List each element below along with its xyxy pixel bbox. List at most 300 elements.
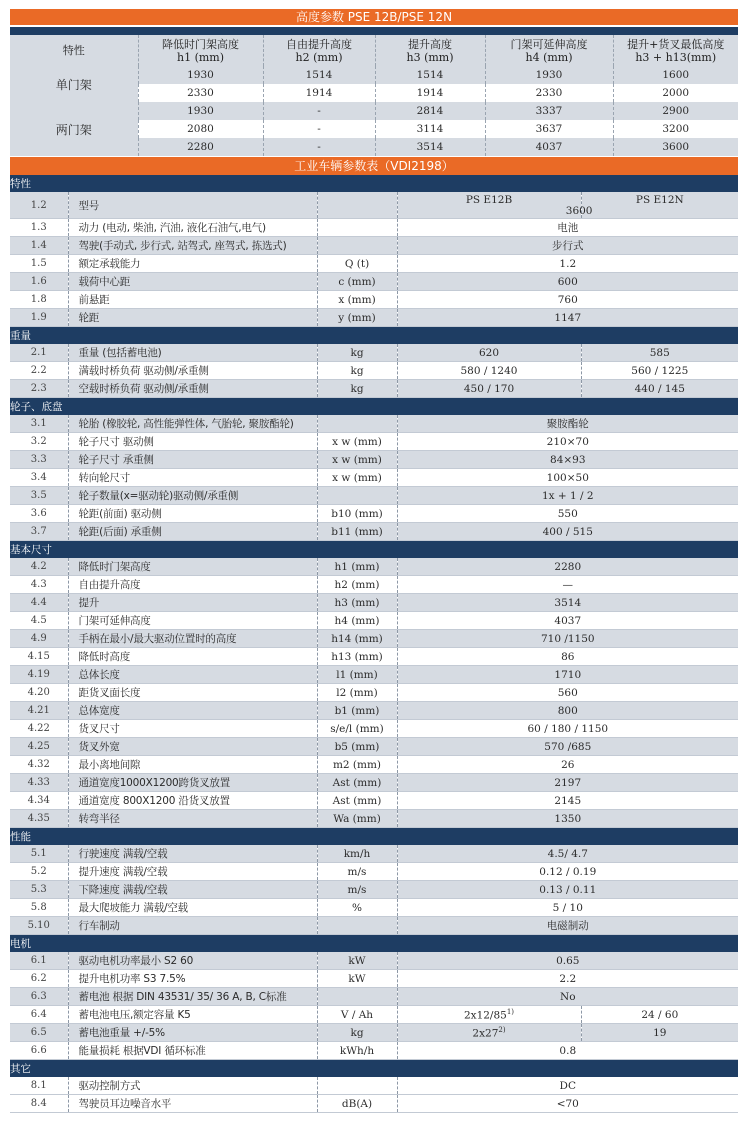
column-header-label: 提升+货叉最低高度 xyxy=(627,37,725,51)
spec-unit: kg xyxy=(317,1024,397,1042)
spec-name: 通道宽度1000X1200跨货叉放置 xyxy=(68,774,317,792)
spec-number: 6.5 xyxy=(10,1024,68,1042)
spec-name: 轮距 xyxy=(68,309,317,327)
spec-value: 84×93 xyxy=(397,451,738,469)
spec-unit: % xyxy=(317,899,397,917)
spec-name: 门架可延伸高度 xyxy=(68,612,317,630)
section-header-row xyxy=(10,1060,738,1078)
spec-row xyxy=(10,344,738,362)
spec-row xyxy=(10,666,738,684)
spec-value: 5 / 10 xyxy=(397,899,738,917)
spec-name: 前悬距 xyxy=(68,291,317,309)
spec-number: 3.5 xyxy=(10,487,68,505)
spec-name: 最大爬坡能力 满载/空载 xyxy=(68,899,317,917)
spec-unit: km/h xyxy=(317,845,397,863)
spec-number: 6.2 xyxy=(10,970,68,988)
value-text: PS E12B xyxy=(465,194,513,206)
spec-value-ps-e12b xyxy=(397,380,581,398)
spec-row xyxy=(10,291,738,309)
spec-name: 下降速度 满载/空载 xyxy=(68,881,317,899)
column-header-unit: h4 (mm) xyxy=(525,50,573,64)
spec-unit: b5 (mm) xyxy=(317,738,397,756)
spec-unit: h1 (mm) xyxy=(317,558,397,576)
table-cell: 1930 xyxy=(138,66,263,84)
spec-name: 总体长度 xyxy=(68,666,317,684)
section-header-row xyxy=(10,828,738,846)
spec-name: 通道宽度 800X1200 沿货叉放置 xyxy=(68,792,317,810)
spec-name: 自由提升高度 xyxy=(68,576,317,594)
spec-number: 4.21 xyxy=(10,702,68,720)
spec-number: 4.15 xyxy=(10,648,68,666)
column-header-label: 提升高度 xyxy=(408,37,452,51)
spec-number: 4.19 xyxy=(10,666,68,684)
spec-name: 提升 xyxy=(68,594,317,612)
spec-row xyxy=(10,219,738,237)
spec-number: 5.2 xyxy=(10,863,68,881)
spec-row xyxy=(10,1077,738,1095)
section-title: 性能 xyxy=(10,828,738,846)
spec-number: 1.4 xyxy=(10,237,68,255)
spec-value: 26 xyxy=(397,756,738,774)
section-header-row xyxy=(10,327,738,345)
section-title: 特性 xyxy=(10,175,738,192)
spec-number: 4.25 xyxy=(10,738,68,756)
spec-value: 100×50 xyxy=(397,469,738,487)
model-extra-value: 3600 xyxy=(565,205,593,217)
spec-number: 5.1 xyxy=(10,845,68,863)
section-title: 电机 xyxy=(10,935,738,953)
table-cell: 4037 xyxy=(485,138,613,156)
spec-value: 550 xyxy=(397,505,738,523)
spec-number: 4.20 xyxy=(10,684,68,702)
spec-row xyxy=(10,970,738,988)
spec-name: 载荷中心距 xyxy=(68,273,317,291)
spec-name: 降低时高度 xyxy=(68,648,317,666)
spec-unit: kg xyxy=(317,380,397,398)
spec-unit: m/s xyxy=(317,863,397,881)
spec-sheet xyxy=(10,9,738,1113)
footnote-ref: 1) xyxy=(506,1007,515,1016)
table-row xyxy=(10,66,738,84)
spec-unit: x w (mm) xyxy=(317,433,397,451)
spec-number: 2.2 xyxy=(10,362,68,380)
spec-number: 4.9 xyxy=(10,630,68,648)
spec-value: 760 xyxy=(397,291,738,309)
column-header xyxy=(263,35,375,66)
spec-value: 1x + 1 / 2 xyxy=(397,487,738,505)
spec-number: 8.1 xyxy=(10,1077,68,1095)
spec-number: 5.8 xyxy=(10,899,68,917)
spec-value: 60 / 180 / 1150 xyxy=(397,720,738,738)
spec-value: 0.8 xyxy=(397,1042,738,1060)
spec-value: 710 /1150 xyxy=(397,630,738,648)
column-header xyxy=(138,35,263,66)
spec-name: 空载时桥负荷 驱动侧/承重侧 xyxy=(68,380,317,398)
spec-value: 1147 xyxy=(397,309,738,327)
section-title: 基本尺寸 xyxy=(10,541,738,559)
spec-unit xyxy=(317,237,397,255)
spec-name: 降低时门架高度 xyxy=(68,558,317,576)
section-header-row xyxy=(10,935,738,953)
spec-value: 560 xyxy=(397,684,738,702)
spec-unit: Wa (mm) xyxy=(317,810,397,828)
spec-row xyxy=(10,469,738,487)
spec-row xyxy=(10,630,738,648)
spec-unit xyxy=(317,988,397,1006)
spec-number: 3.1 xyxy=(10,415,68,433)
spec-value: 2145 xyxy=(397,792,738,810)
table-cell: 3114 xyxy=(375,120,485,138)
spec-unit xyxy=(317,487,397,505)
spec-number: 1.5 xyxy=(10,255,68,273)
spec-unit xyxy=(317,415,397,433)
spec-name: 动力 (电动, 柴油, 汽油, 液化石油气,电气) xyxy=(68,219,317,237)
spec-unit: x w (mm) xyxy=(317,451,397,469)
spec-name: 最小离地间隙 xyxy=(68,756,317,774)
spec-row xyxy=(10,863,738,881)
spec-row xyxy=(10,362,738,380)
table-cell: 1600 xyxy=(613,66,738,84)
spec-name: 货叉尺寸 xyxy=(68,720,317,738)
spec-name: 驱动控制方式 xyxy=(68,1077,317,1095)
spec-row xyxy=(10,1095,738,1113)
section-header-row xyxy=(10,398,738,416)
spec-unit: dB(A) xyxy=(317,1095,397,1113)
spec-unit: h2 (mm) xyxy=(317,576,397,594)
spec-unit: h14 (mm) xyxy=(317,630,397,648)
spec-row xyxy=(10,720,738,738)
table-cell: 1930 xyxy=(485,66,613,84)
spec-number: 1.8 xyxy=(10,291,68,309)
table-cell: - xyxy=(263,138,375,156)
table-cell: 3337 xyxy=(485,102,613,120)
table-cell: 2280 xyxy=(138,138,263,156)
spec-unit: kW xyxy=(317,970,397,988)
spec-row xyxy=(10,255,738,273)
spec-row xyxy=(10,810,738,828)
spec-value-ps-e12n: 560 / 1225 xyxy=(581,362,738,380)
spec-value: 570 /685 xyxy=(397,738,738,756)
spec-number: 4.3 xyxy=(10,576,68,594)
table-cell: 2330 xyxy=(138,84,263,102)
spec-unit: c (mm) xyxy=(317,273,397,291)
spec-row xyxy=(10,576,738,594)
table-row xyxy=(10,102,738,120)
spec-row xyxy=(10,433,738,451)
spec-value: 2280 xyxy=(397,558,738,576)
spec-number: 3.2 xyxy=(10,433,68,451)
spec-row xyxy=(10,380,738,398)
spec-row xyxy=(10,684,738,702)
section-title: 其它 xyxy=(10,1060,738,1078)
spec-number: 4.5 xyxy=(10,612,68,630)
section-header-row xyxy=(10,541,738,559)
column-header-unit: h2 (mm) xyxy=(295,50,343,64)
spec-value-ps-e12n: 19 xyxy=(581,1024,738,1042)
spec-name: 手柄在最小/最大驱动位置时的高度 xyxy=(68,630,317,648)
spec-unit: kWh/h xyxy=(317,1042,397,1060)
height-params-title: 高度参数 PSE 12B/PSE 12N xyxy=(10,9,738,25)
spec-row xyxy=(10,845,738,863)
spec-value: DC xyxy=(397,1077,738,1095)
spec-name: 轮子尺寸 驱动侧 xyxy=(68,433,317,451)
spec-number: 5.3 xyxy=(10,881,68,899)
spec-name: 提升速度 满载/空载 xyxy=(68,863,317,881)
spec-unit: kg xyxy=(317,362,397,380)
spec-row xyxy=(10,774,738,792)
spec-name: 驾驶员耳边噪音水平 xyxy=(68,1095,317,1113)
spec-name: 轮距(前面) 驱动侧 xyxy=(68,505,317,523)
table-cell: 3637 xyxy=(485,120,613,138)
spec-value: 800 xyxy=(397,702,738,720)
spec-unit: x w (mm) xyxy=(317,469,397,487)
spec-value-ps-e12b xyxy=(397,344,581,362)
spec-row xyxy=(10,487,738,505)
spec-number: 6.1 xyxy=(10,952,68,970)
table-cell: 2080 xyxy=(138,120,263,138)
column-header xyxy=(375,35,485,66)
table-cell: 1514 xyxy=(375,66,485,84)
value-text: 2x27 xyxy=(472,1027,499,1040)
spec-unit: s/e/l (mm) xyxy=(317,720,397,738)
spec-unit: l2 (mm) xyxy=(317,684,397,702)
spec-unit xyxy=(317,219,397,237)
column-header xyxy=(10,35,138,66)
spec-unit: b11 (mm) xyxy=(317,523,397,541)
spec-value: 0.12 / 0.19 xyxy=(397,863,738,881)
spec-name: 蓄电池电压,额定容量 K5 xyxy=(68,1006,317,1024)
spec-row xyxy=(10,792,738,810)
footnote-ref: 2) xyxy=(498,1025,506,1034)
spec-value-ps-e12n: PS E12N xyxy=(581,192,738,219)
spec-name: 转向轮尺寸 xyxy=(68,469,317,487)
table-cell: 1914 xyxy=(263,84,375,102)
spec-number: 6.4 xyxy=(10,1006,68,1024)
spec-number: 3.6 xyxy=(10,505,68,523)
spec-name: 轮距(后面) 承重侧 xyxy=(68,523,317,541)
value-text: 450 / 170 xyxy=(463,382,515,395)
spec-number: 4.33 xyxy=(10,774,68,792)
spec-unit: h13 (mm) xyxy=(317,648,397,666)
spec-row xyxy=(10,451,738,469)
spec-name: 轮胎 (橡胶轮, 高性能弹性体, 气胎轮, 聚胺酯轮) xyxy=(68,415,317,433)
spec-row xyxy=(10,1024,738,1042)
table-cell: 2330 xyxy=(485,84,613,102)
table-cell: - xyxy=(263,120,375,138)
spec-name: 行驶速度 满载/空载 xyxy=(68,845,317,863)
column-header-label: 自由提升高度 xyxy=(286,37,352,51)
table-cell: 2814 xyxy=(375,102,485,120)
spec-value: No xyxy=(397,988,738,1006)
spec-unit: kg xyxy=(317,344,397,362)
spec-value: 4.5/ 4.7 xyxy=(397,845,738,863)
column-header-label: 门架可延伸高度 xyxy=(510,37,588,51)
spec-name: 驱动电机功率最小 S2 60 xyxy=(68,952,317,970)
spec-value: 2197 xyxy=(397,774,738,792)
spec-value: 电磁制动 xyxy=(397,917,738,935)
spec-row xyxy=(10,988,738,1006)
table-cell: 1930 xyxy=(138,102,263,120)
table-cell: - xyxy=(263,102,375,120)
spec-unit: Q (t) xyxy=(317,255,397,273)
column-header-label: 降低时门架高度 xyxy=(162,37,239,51)
spec-name: 转弯半径 xyxy=(68,810,317,828)
table-cell: 3514 xyxy=(375,138,485,156)
spec-row xyxy=(10,558,738,576)
spec-row xyxy=(10,309,738,327)
spec-name: 总体宽度 xyxy=(68,702,317,720)
spec-name: 型号 xyxy=(68,192,317,219)
spec-value: 86 xyxy=(397,648,738,666)
section-title: 重量 xyxy=(10,327,738,345)
spec-row xyxy=(10,917,738,935)
value-text: 2x12/85 xyxy=(463,1009,507,1022)
spec-value-ps-e12n: 24 / 60 xyxy=(581,1006,738,1024)
spec-name: 蓄电池 根据 DIN 43531/ 35/ 36 A, B, C标准 xyxy=(68,988,317,1006)
spec-number: 4.34 xyxy=(10,792,68,810)
spec-value: 3514 xyxy=(397,594,738,612)
spec-row xyxy=(10,702,738,720)
spec-number: 1.9 xyxy=(10,309,68,327)
spec-number: 3.3 xyxy=(10,451,68,469)
value-text: 620 xyxy=(478,346,500,359)
spec-row xyxy=(10,237,738,255)
spec-row xyxy=(10,523,738,541)
spec-row xyxy=(10,738,738,756)
spec-value: 0.65 xyxy=(397,952,738,970)
spec-name: 行车制动 xyxy=(68,917,317,935)
spec-unit: V / Ah xyxy=(317,1006,397,1024)
column-header xyxy=(613,35,738,66)
spec-name: 重量 (包括蓄电池) xyxy=(68,344,317,362)
spec-value: 1710 xyxy=(397,666,738,684)
spec-name: 轮子数量(x=驱动轮)驱动侧/承重侧 xyxy=(68,487,317,505)
spec-row xyxy=(10,881,738,899)
spec-unit: b1 (mm) xyxy=(317,702,397,720)
spec-table-title: 工业车辆参数表（VDI2198） xyxy=(10,157,738,175)
spec-unit: Ast (mm) xyxy=(317,792,397,810)
spec-value-ps-e12b xyxy=(397,362,581,380)
value-text: 580 / 1240 xyxy=(460,364,518,377)
spec-number: 1.6 xyxy=(10,273,68,291)
spec-number: 3.4 xyxy=(10,469,68,487)
spec-unit xyxy=(317,192,397,219)
spec-row xyxy=(10,594,738,612)
mast-type-label: 单门架 xyxy=(10,66,138,102)
spec-unit xyxy=(317,917,397,935)
spec-row xyxy=(10,505,738,523)
vdi-spec-table xyxy=(10,175,738,1113)
spec-row xyxy=(10,756,738,774)
spec-value: — xyxy=(397,576,738,594)
spec-unit: l1 (mm) xyxy=(317,666,397,684)
spec-number: 6.3 xyxy=(10,988,68,1006)
spec-value: 聚胺酯轮 xyxy=(397,415,738,433)
spec-row xyxy=(10,1006,738,1024)
spec-row xyxy=(10,648,738,666)
spec-row xyxy=(10,952,738,970)
table-cell: 3200 xyxy=(613,120,738,138)
spec-number: 4.4 xyxy=(10,594,68,612)
spec-unit xyxy=(317,1077,397,1095)
spec-name: 提升电机功率 S3 7.5% xyxy=(68,970,317,988)
spec-unit: h3 (mm) xyxy=(317,594,397,612)
spec-number: 4.35 xyxy=(10,810,68,828)
spec-unit: h4 (mm) xyxy=(317,612,397,630)
spec-value: <70 xyxy=(397,1095,738,1113)
spec-row xyxy=(10,612,738,630)
spec-name: 额定承载能力 xyxy=(68,255,317,273)
spec-row xyxy=(10,415,738,433)
spec-name: 货叉外宽 xyxy=(68,738,317,756)
spec-name: 驾驶(手动式, 步行式, 站驾式, 座驾式, 拣选式) xyxy=(68,237,317,255)
spec-unit: kW xyxy=(317,952,397,970)
spec-number: 4.32 xyxy=(10,756,68,774)
column-header-unit: h3 (mm) xyxy=(406,50,454,64)
spec-row xyxy=(10,899,738,917)
spec-row xyxy=(10,192,738,219)
column-header-label: 特性 xyxy=(62,44,85,57)
spec-value-ps-e12n: 585 xyxy=(581,344,738,362)
spec-name: 距货叉面长度 xyxy=(68,684,317,702)
title-underline xyxy=(10,27,738,35)
section-header-row xyxy=(10,175,738,192)
section-title: 轮子、底盘 xyxy=(10,398,738,416)
spec-number: 6.6 xyxy=(10,1042,68,1060)
mast-type-label: 两门架 xyxy=(10,102,138,156)
spec-row xyxy=(10,1042,738,1060)
spec-unit: m2 (mm) xyxy=(317,756,397,774)
spec-row xyxy=(10,273,738,291)
spec-value: 步行式 xyxy=(397,237,738,255)
table-cell: 1514 xyxy=(263,66,375,84)
table-cell: 2000 xyxy=(613,84,738,102)
spec-number: 2.1 xyxy=(10,344,68,362)
column-header-unit: h1 (mm) xyxy=(176,50,225,64)
spec-number: 4.2 xyxy=(10,558,68,576)
spec-unit: y (mm) xyxy=(317,309,397,327)
column-header-unit: h3 + h13(mm) xyxy=(635,50,717,64)
spec-name: 蓄电池重量 +/-5% xyxy=(68,1024,317,1042)
spec-value-ps-e12b xyxy=(397,1024,581,1042)
spec-value: 600 xyxy=(397,273,738,291)
column-header xyxy=(485,35,613,66)
spec-number: 1.2 xyxy=(10,192,68,219)
spec-value: 4037 xyxy=(397,612,738,630)
table-cell: 1914 xyxy=(375,84,485,102)
spec-value: 1.2 xyxy=(397,255,738,273)
spec-value: 电池 xyxy=(397,219,738,237)
spec-value: 0.13 / 0.11 xyxy=(397,881,738,899)
spec-value-ps-e12b xyxy=(397,192,593,219)
spec-value: 210×70 xyxy=(397,433,738,451)
spec-number: 8.4 xyxy=(10,1095,68,1113)
spec-value: 1350 xyxy=(397,810,738,828)
height-params-table xyxy=(10,35,738,156)
table-cell: 2900 xyxy=(613,102,738,120)
spec-value: 400 / 515 xyxy=(397,523,738,541)
spec-number: 2.3 xyxy=(10,380,68,398)
spec-value: 2.2 xyxy=(397,970,738,988)
spec-number: 1.3 xyxy=(10,219,68,237)
spec-number: 4.22 xyxy=(10,720,68,738)
spec-unit: b10 (mm) xyxy=(317,505,397,523)
spec-unit: m/s xyxy=(317,881,397,899)
spec-number: 5.10 xyxy=(10,917,68,935)
spec-unit: Ast (mm) xyxy=(317,774,397,792)
spec-value-ps-e12b xyxy=(397,1006,581,1024)
spec-name: 满载时桥负荷 驱动侧/承重侧 xyxy=(68,362,317,380)
